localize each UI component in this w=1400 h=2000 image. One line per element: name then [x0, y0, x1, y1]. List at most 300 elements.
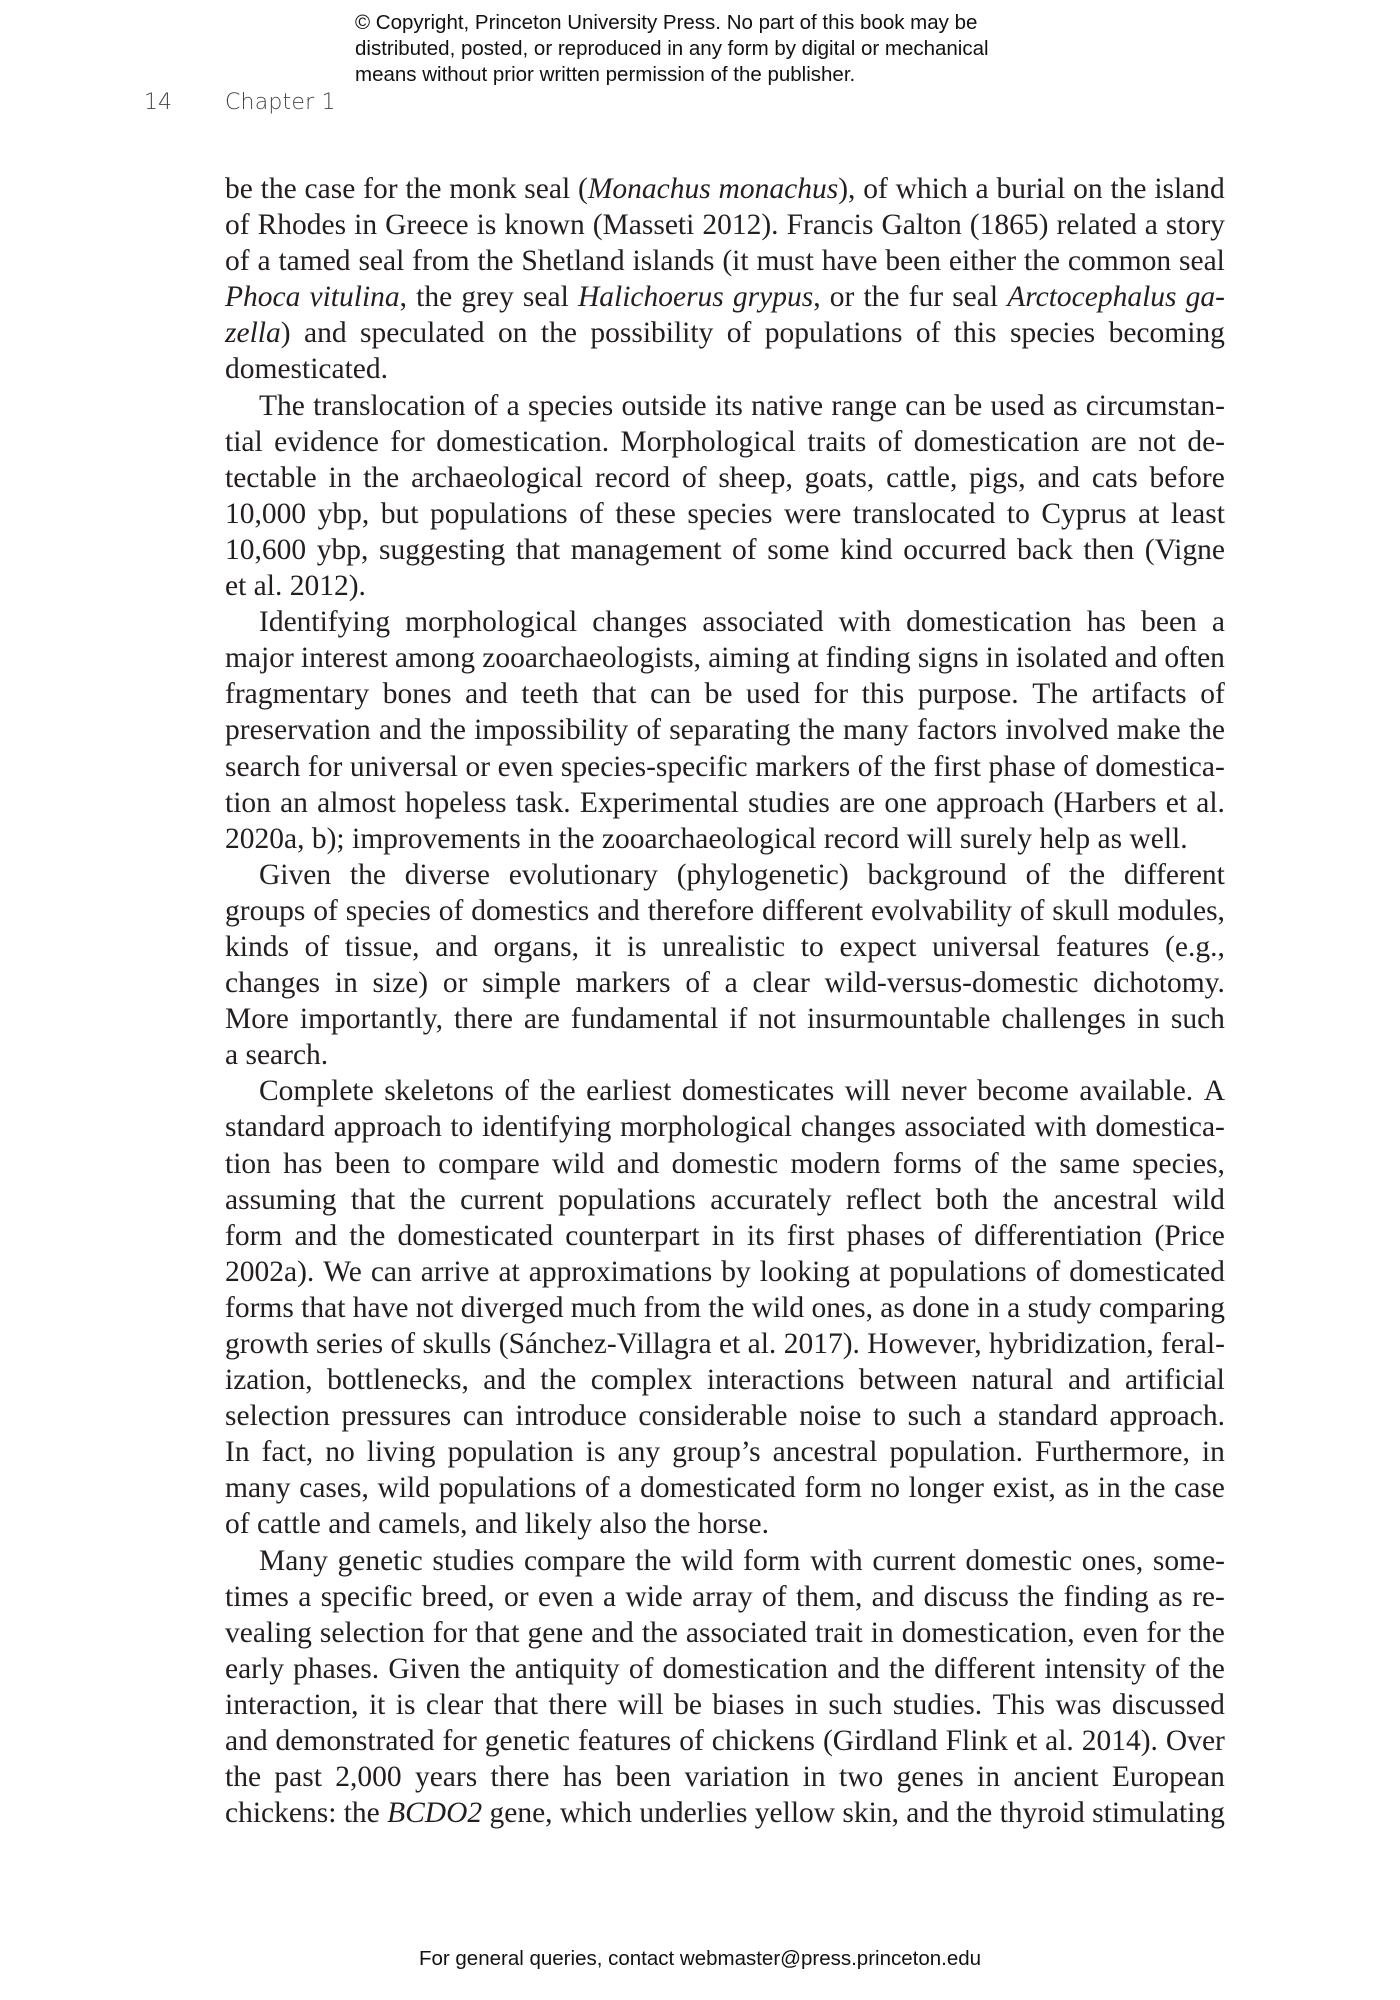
text-line	[225, 279, 1225, 315]
word: that	[350, 1183, 396, 1216]
word: universal	[932, 930, 1041, 963]
word: can	[370, 1255, 412, 1288]
text-line	[225, 1687, 1225, 1723]
word: approach	[333, 1111, 442, 1144]
word: bottlenecks,	[327, 1364, 469, 1397]
word: skull	[1052, 894, 1110, 927]
word: been	[615, 1761, 672, 1794]
italic-text: vitulina	[309, 281, 400, 314]
word: changes	[800, 1111, 896, 1144]
word: task.	[515, 786, 571, 819]
word: purpose.	[917, 678, 1019, 711]
word: growth	[225, 1328, 309, 1360]
word: the	[349, 858, 386, 891]
word: breed,	[421, 1580, 495, 1613]
word: and	[465, 678, 508, 711]
text-line	[225, 1109, 1225, 1145]
word: However,	[867, 1328, 982, 1360]
word: seal	[522, 281, 569, 314]
word: if	[729, 1003, 748, 1036]
word: 2012).	[702, 209, 779, 242]
word: is	[476, 209, 497, 242]
word: translocated	[852, 497, 996, 530]
word: yellow	[754, 1797, 836, 1830]
word: organs,	[493, 930, 579, 963]
word: in	[985, 642, 1009, 675]
word: well.	[1129, 822, 1188, 855]
word: domestics	[471, 894, 590, 927]
word: hopeless	[404, 786, 507, 819]
word: has	[283, 1147, 323, 1180]
text-line	[225, 857, 1225, 893]
word: clear	[752, 967, 810, 1000]
word: phases	[846, 1219, 926, 1252]
word: early	[225, 1652, 284, 1685]
word: story	[1165, 209, 1225, 242]
word: The	[1032, 678, 1079, 711]
paragraph	[225, 1543, 1225, 1832]
word: of	[504, 1075, 530, 1108]
word: et	[1015, 1725, 1038, 1758]
word: of	[863, 173, 888, 205]
word: group’s	[672, 1436, 761, 1469]
word: islands	[632, 245, 715, 278]
word: in	[802, 1761, 826, 1794]
word: as	[1097, 822, 1123, 855]
italic-text: Halichoerus	[577, 281, 724, 314]
word: which	[559, 1797, 632, 1830]
word: the	[405, 173, 442, 205]
word: different	[1123, 858, 1225, 891]
word: population	[447, 1436, 574, 1469]
word: from	[643, 1291, 702, 1324]
word: study	[1027, 1291, 1092, 1324]
word: natural	[971, 1364, 1054, 1397]
word: separating	[669, 714, 791, 747]
text-line	[225, 676, 1225, 712]
word: and	[591, 1616, 634, 1649]
italic-text: grypus	[732, 281, 814, 314]
word: modules,	[1117, 894, 1225, 927]
word: underlies	[639, 1797, 748, 1830]
word: at	[797, 642, 819, 675]
word: times	[225, 1580, 289, 1613]
word: 10,600	[225, 533, 307, 566]
word: with	[1034, 1111, 1087, 1144]
word: such	[828, 1688, 883, 1721]
word: skeletons	[384, 1075, 494, 1108]
text-line	[225, 929, 1225, 965]
word: (Sánchez-Villagra	[498, 1328, 712, 1360]
word: zooarchaeologists,	[482, 642, 701, 675]
word: even	[497, 750, 554, 783]
word: improvements	[352, 822, 521, 855]
word: a	[618, 1472, 632, 1505]
text-line	[225, 424, 1225, 460]
word: on	[1073, 173, 1103, 205]
word: stimulating	[1092, 1797, 1225, 1830]
word: common	[1067, 245, 1172, 278]
text-line	[225, 1759, 1225, 1795]
word: least	[1170, 497, 1225, 530]
word: wild	[552, 1147, 605, 1180]
word: and	[474, 1508, 518, 1541]
word: diverse	[404, 858, 490, 891]
word: re-	[1192, 1580, 1225, 1613]
word: as	[1052, 389, 1078, 422]
text-line	[225, 1434, 1225, 1470]
word: of	[636, 714, 662, 747]
word: teeth	[521, 678, 579, 711]
word: the	[798, 714, 835, 747]
word: an	[280, 786, 308, 819]
word: ization,	[225, 1364, 313, 1397]
word: b);	[311, 822, 345, 855]
word: assuming	[225, 1183, 337, 1216]
word: complex	[590, 1364, 693, 1397]
text-line	[225, 388, 1225, 424]
word: not	[758, 1003, 796, 1036]
word: has	[1086, 606, 1127, 639]
word: will	[906, 822, 953, 855]
word: some-	[1152, 1544, 1225, 1577]
word: the	[956, 1797, 993, 1830]
word: the	[654, 1508, 691, 1541]
word: in	[354, 209, 378, 242]
word: among	[394, 642, 476, 675]
word: gene	[527, 1616, 584, 1649]
text-line	[225, 1506, 1225, 1542]
word: interest	[300, 642, 388, 675]
text-line	[225, 1398, 1225, 1434]
word	[1186, 279, 1225, 315]
word: the	[1188, 714, 1225, 747]
copyright-notice	[355, 10, 1075, 88]
word: Flink	[945, 1725, 1008, 1758]
word: Experimental	[579, 786, 739, 819]
word: of	[679, 1725, 704, 1758]
word: studies.	[892, 1688, 983, 1721]
word: de-	[1187, 425, 1225, 458]
word: for	[390, 425, 425, 458]
word: before	[1149, 461, 1225, 494]
word: domestication	[906, 606, 1072, 639]
word: at	[498, 1255, 520, 1288]
word: range	[831, 389, 897, 422]
word: tectable	[225, 461, 317, 494]
word: vitulina,	[309, 281, 408, 314]
word: the	[416, 281, 453, 314]
word: goats,	[804, 461, 875, 494]
word: on	[497, 317, 528, 350]
word: A	[1203, 1075, 1225, 1108]
word: species	[345, 894, 431, 927]
word: then	[1083, 533, 1135, 566]
text-line	[225, 171, 1225, 207]
word: tamed	[278, 245, 351, 278]
word: between	[858, 1364, 958, 1397]
word: of	[685, 967, 710, 1000]
word: involved	[1005, 714, 1109, 747]
word: artifacts	[1091, 678, 1187, 711]
word: background	[867, 858, 1007, 891]
word: in	[328, 461, 352, 494]
word: discuss	[923, 1580, 1009, 1613]
word: demonstrated	[275, 1725, 435, 1758]
word: bones	[382, 678, 452, 711]
word: the	[1110, 173, 1147, 205]
word: ones,	[811, 1291, 873, 1324]
word: that	[301, 1291, 346, 1324]
word: in	[1201, 1436, 1225, 1469]
word: domesticated	[397, 1219, 554, 1252]
copyright-line: © Copyright, Princeton University Press. No part of this book may be	[355, 11, 978, 34]
word: evolutionary	[508, 858, 658, 891]
word: the	[888, 1652, 925, 1685]
word: monachus),	[718, 173, 856, 205]
word: the	[349, 1219, 386, 1252]
word: from	[412, 245, 470, 278]
word: populations	[558, 1183, 696, 1216]
word: have	[821, 245, 878, 278]
word: phases.	[293, 1652, 380, 1685]
word: occurred	[903, 533, 1007, 566]
word: compare	[438, 1147, 540, 1180]
word: that	[475, 1616, 520, 1649]
word: Galton	[881, 209, 962, 242]
word: be	[704, 678, 733, 711]
word	[225, 279, 300, 315]
word: of	[1019, 894, 1045, 927]
word: biases	[712, 1688, 785, 1721]
word: the	[363, 461, 400, 494]
word: clear	[425, 1688, 484, 1721]
text-line	[225, 1651, 1225, 1687]
text-line	[225, 785, 1225, 821]
word: (it	[722, 245, 749, 278]
word: can	[462, 1400, 504, 1433]
word: et	[1165, 786, 1188, 819]
word: wide	[625, 1580, 683, 1613]
word: becoming	[1108, 317, 1225, 350]
word: changes	[225, 967, 321, 1000]
word: a	[1211, 606, 1225, 639]
word: finding	[1063, 1580, 1149, 1613]
word: comparing	[1098, 1291, 1225, 1324]
word: In	[225, 1436, 250, 1469]
copyright-line: means without prior written permission of the publisher.	[355, 63, 856, 86]
word: tion	[225, 786, 271, 819]
word: many	[225, 1472, 291, 1505]
word: even	[1082, 1616, 1139, 1649]
word: available.	[1079, 1075, 1194, 1108]
word: thyroid	[999, 1797, 1085, 1830]
word: morphological	[620, 1111, 793, 1144]
word: any	[617, 1436, 661, 1469]
text-line	[225, 1254, 1225, 1290]
word: the	[708, 1291, 745, 1324]
word: and	[871, 1580, 915, 1613]
word: monk	[449, 173, 517, 205]
word: search	[225, 750, 301, 783]
paragraph	[225, 388, 1225, 605]
word: populations	[438, 1472, 577, 1505]
word: skulls	[422, 1328, 492, 1360]
word: al.	[1196, 786, 1225, 819]
word: and	[483, 1364, 526, 1397]
word: been	[1141, 606, 1197, 639]
word: domestication	[913, 425, 1080, 458]
word: arrive	[420, 1255, 490, 1288]
word: for	[363, 173, 398, 205]
word: such	[907, 1400, 962, 1433]
word: the	[558, 822, 595, 855]
word: to	[450, 1111, 474, 1144]
word: series	[315, 1328, 384, 1360]
text-line	[225, 893, 1225, 929]
word: counterpart	[565, 1219, 700, 1252]
word: domestication.	[436, 425, 610, 458]
word: of	[579, 497, 604, 530]
word: a	[975, 173, 989, 205]
word: have	[352, 1291, 409, 1324]
word: Many	[259, 1544, 328, 1577]
word: a	[257, 245, 271, 278]
word: species	[687, 497, 773, 530]
word: case	[1174, 1472, 1225, 1505]
word: seal	[524, 173, 571, 205]
word: al.	[1045, 1725, 1074, 1758]
word: used	[990, 389, 1045, 422]
word: fundamental	[570, 1003, 719, 1036]
word: features	[1055, 930, 1150, 963]
word: seal	[952, 281, 999, 314]
word: (Monachus	[577, 173, 711, 205]
word: Over	[1165, 1725, 1225, 1758]
word: of	[1200, 678, 1225, 711]
word: Complete	[259, 1075, 374, 1108]
text-line	[225, 1218, 1225, 1254]
text-line	[225, 1146, 1225, 1182]
word: wild	[1172, 1183, 1225, 1216]
text-line	[225, 243, 1225, 279]
word: Shetland	[521, 245, 625, 278]
word: seal	[1179, 245, 1225, 278]
word: and	[225, 1725, 268, 1758]
word: ones,	[1081, 1544, 1144, 1577]
text-line	[225, 1543, 1225, 1579]
word: some	[767, 533, 830, 566]
word: the	[1002, 1183, 1039, 1216]
word: changes	[592, 606, 688, 639]
word: outside	[621, 389, 707, 422]
word: domestic	[965, 1544, 1073, 1577]
word: of	[304, 930, 330, 963]
word	[1007, 279, 1176, 315]
word: major	[225, 642, 294, 675]
paragraph	[225, 857, 1225, 1074]
word: is	[585, 1436, 606, 1469]
word: (Girdland	[822, 1725, 938, 1758]
word: unrealistic	[662, 930, 786, 963]
word: of	[857, 750, 883, 783]
word: record	[594, 461, 671, 494]
word: current	[460, 1183, 544, 1216]
word: of	[1063, 750, 1088, 783]
word: the	[429, 714, 466, 747]
word: aiming	[708, 642, 791, 675]
word: genetic	[484, 1725, 570, 1758]
word: back	[1017, 533, 1073, 566]
word: as	[880, 1291, 905, 1324]
word: of	[681, 461, 707, 494]
word: be	[674, 1688, 702, 1721]
word: challenges	[1001, 1003, 1126, 1036]
word: in	[794, 1688, 818, 1721]
word: of	[585, 1472, 610, 1505]
word: of	[225, 245, 250, 278]
word: the	[343, 1797, 380, 1830]
word: different	[934, 1652, 1036, 1685]
word: Furthermore,	[1035, 1436, 1190, 1469]
word: population.	[889, 1436, 1024, 1469]
body-text	[225, 171, 1225, 1831]
word: suggesting	[379, 533, 506, 566]
word: form	[804, 1472, 862, 1505]
word: of	[390, 1328, 416, 1360]
word: artificial	[1124, 1364, 1225, 1397]
word: often	[1164, 642, 1225, 675]
word: studies	[747, 786, 830, 819]
word: interaction,	[225, 1688, 359, 1721]
word: related	[1056, 209, 1137, 242]
text-line	[225, 1182, 1225, 1218]
word: for	[442, 1725, 477, 1758]
word: domesticated	[1069, 1255, 1225, 1288]
text-line	[225, 821, 1225, 857]
word: Morphological	[620, 425, 796, 458]
text-line	[225, 460, 1225, 496]
text-line	[225, 351, 1225, 387]
word: looking	[759, 1255, 850, 1288]
word: has	[562, 1761, 603, 1794]
word: 2012).	[289, 570, 366, 603]
word: there	[490, 1761, 550, 1794]
word: even	[537, 1580, 594, 1613]
word: to	[873, 1400, 896, 1433]
word: and	[379, 714, 422, 747]
word: are	[523, 1003, 560, 1036]
word: Identifying	[259, 606, 391, 639]
word: the	[1188, 1616, 1225, 1649]
word: no	[870, 1472, 900, 1505]
word: used	[746, 678, 801, 711]
italic-text: Phoca	[225, 281, 301, 314]
word: zella)	[225, 317, 291, 350]
word: compare	[524, 1544, 626, 1577]
word: of	[438, 894, 464, 927]
word: in	[976, 1291, 1000, 1324]
text-line	[225, 1073, 1225, 1109]
word: and	[1067, 1364, 1111, 1397]
word: More	[225, 1003, 289, 1036]
word: ancestral	[772, 1436, 878, 1469]
word: or	[465, 750, 491, 783]
text-line	[225, 1795, 1225, 1831]
word: is	[626, 930, 647, 963]
word: domestica-	[1095, 1111, 1225, 1144]
word: never	[901, 1075, 967, 1108]
